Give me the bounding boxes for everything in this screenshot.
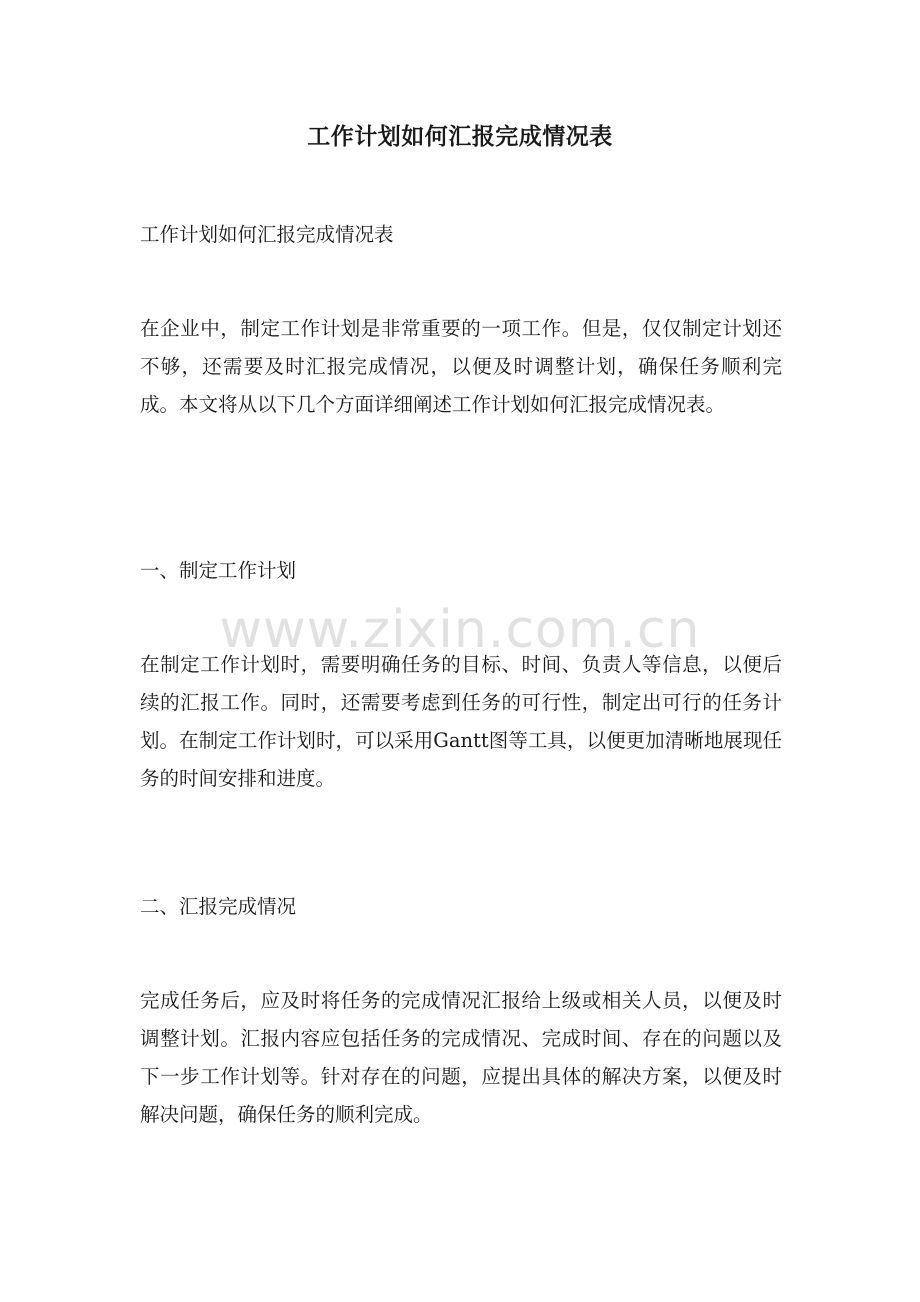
- document-subtitle: [140, 216, 782, 254]
- subtitle-text: 工作计划如何汇报完成情况表: [140, 223, 394, 246]
- section-1-paragraph: [140, 646, 782, 798]
- intro-text: 在企业中，制定工作计划是非常重要的一项工作。但是，仅仅制定计划还不够，还需要及时汇报完成情况，以便及时调整计划，确保任务顺利完成。本文将从以下几个方面详细阐述工作计划如何汇报完成情况表。: [140, 317, 782, 416]
- intro-paragraph: [140, 310, 782, 424]
- section-heading-2: [140, 888, 782, 926]
- watermark: www.zixin.com.cn: [219, 600, 701, 660]
- section-1-heading: 一、制定工作计划: [140, 559, 297, 582]
- section-heading-1: [140, 552, 782, 590]
- section-1-body: 在制定工作计划时，需要明确任务的目标、时间、负责人等信息，以便后续的汇报工作。同时，还需要考虑到任务的可行性，制定出可行的任务计划。在制定工作计划时，可以采用Gantt图等工具，以便更加清晰地展现任务的时间安排和进度。: [140, 653, 782, 790]
- section-2-heading: 二、汇报完成情况: [140, 895, 297, 918]
- section-2-body: 完成任务后，应及时将任务的完成情况汇报给上级或相关人员，以便及时调整计划。汇报内容应包括任务的完成情况、完成时间、存在的问题以及下一步工作计划等。针对存在的问题，应提出具体的解决方案，以便及时解决问题，确保任务的顺利完成。: [140, 989, 782, 1126]
- section-2-paragraph: [140, 982, 782, 1134]
- page-title: 工作计划如何汇报完成情况表: [307, 123, 613, 150]
